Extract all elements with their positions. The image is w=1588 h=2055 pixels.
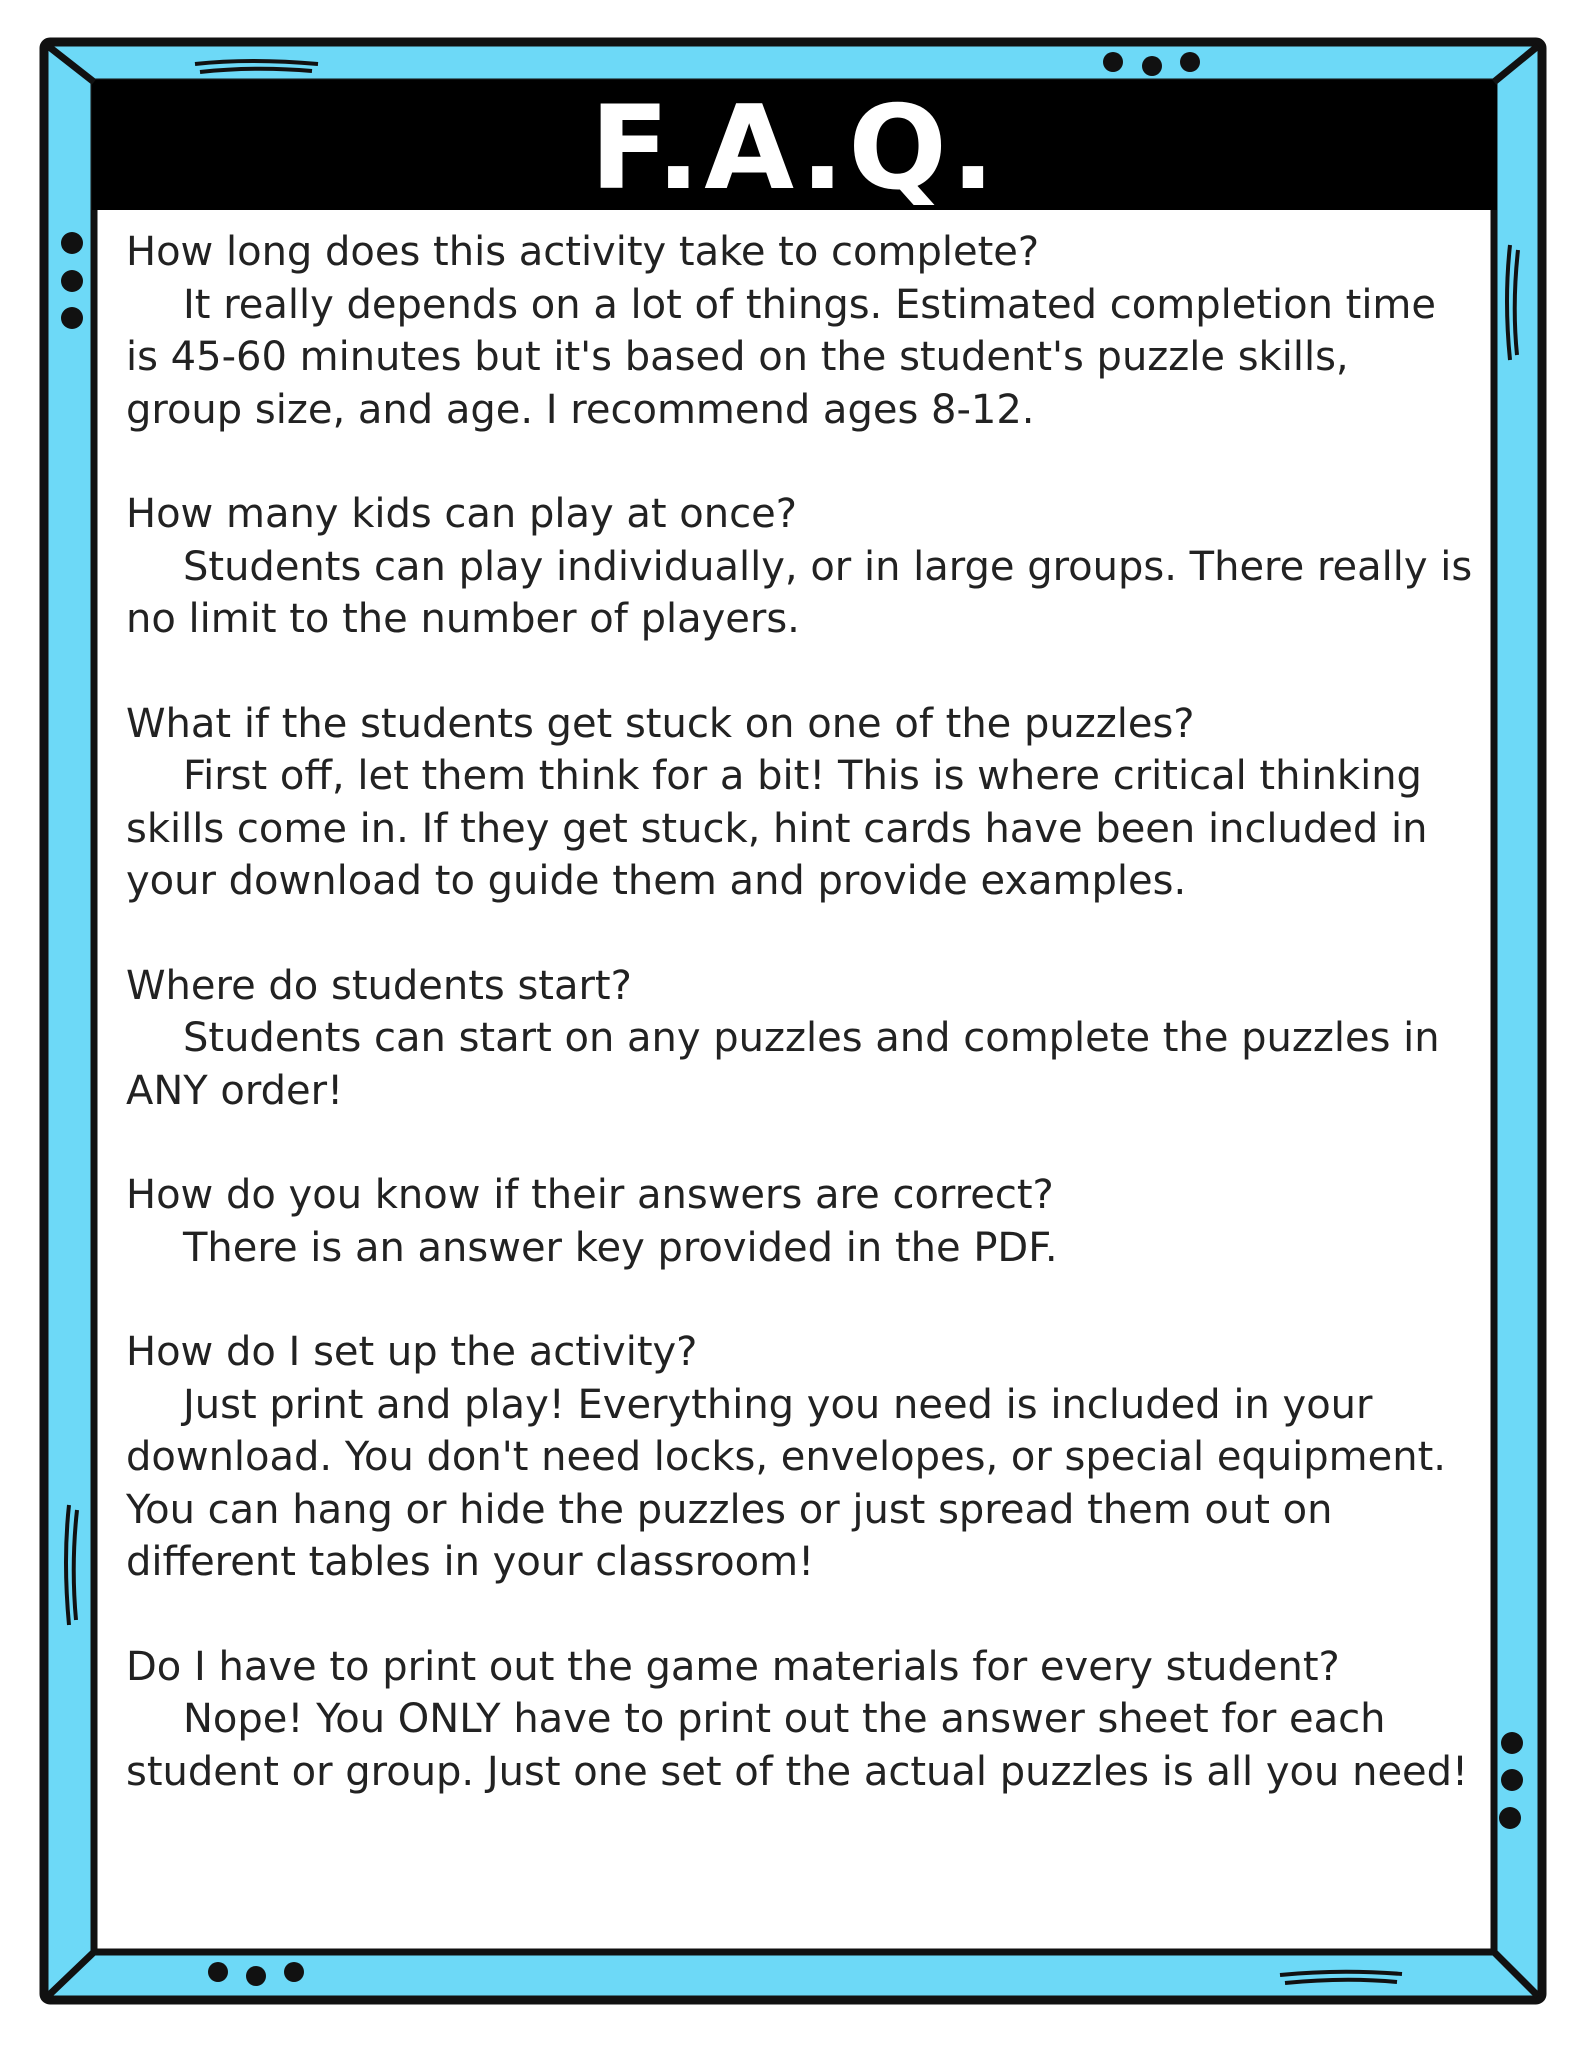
faq-question: What if the students get stuck on one of the puzzles? [126,700,1195,747]
page-title: F.A.Q. [590,81,999,216]
faq-item [126,488,1476,646]
faq-item [126,960,1476,1118]
faq-item [126,698,1476,908]
faq-question: How long does this activity take to complete? [126,229,1040,275]
faq-question: Do I have to print out the game materials for every student? [126,1643,1340,1690]
title-bar [92,80,1497,216]
faq-question: Where do students start? [126,962,632,1009]
faq-answer: There is an answer key provided in the PDF. [183,1224,1058,1271]
faq-question: How many kids can play at once? [126,491,797,537]
faq-item [126,226,1476,436]
faq-list [126,226,1476,1896]
faq-item [126,1641,1476,1799]
dots-left [61,232,83,329]
faq-item [126,1326,1476,1589]
faq-item [126,1169,1476,1274]
faq-question: How do you know if their answers are correct? [126,1172,1054,1218]
faq-answer: Students can play individually, or in large groups. There really is no limit to the number of players. [126,543,1473,642]
faq-answer: Nope! You ONLY have to print out the answer sheet for each student or group. Just one set of the actual puzzles is all you need! [126,1696,1469,1795]
faq-answer: Just print and play! Everything you need is included in your download. You don't need locks, envelopes, or special equipment. You can hang or hide the puzzles or just spread them out on different tables in your classroom! [126,1381,1446,1585]
faq-answer: Students can start on any puzzles and complete the puzzles in ANY order! [126,1015,1440,1114]
faq-answer: First off, let them think for a bit! This is where critical thinking skills come in. If they get stuck, hint cards have been included in your download to guide them and provide examples. [126,753,1428,904]
dots-right [1499,1732,1523,1829]
faq-answer: It really depends on a lot of things. Estimated completion time is 45-60 minutes but it's based on the student's puzzle skills, group size, and age. I recommend ages 8-12. [126,281,1437,433]
faq-question: How do I set up the activity? [126,1329,698,1375]
